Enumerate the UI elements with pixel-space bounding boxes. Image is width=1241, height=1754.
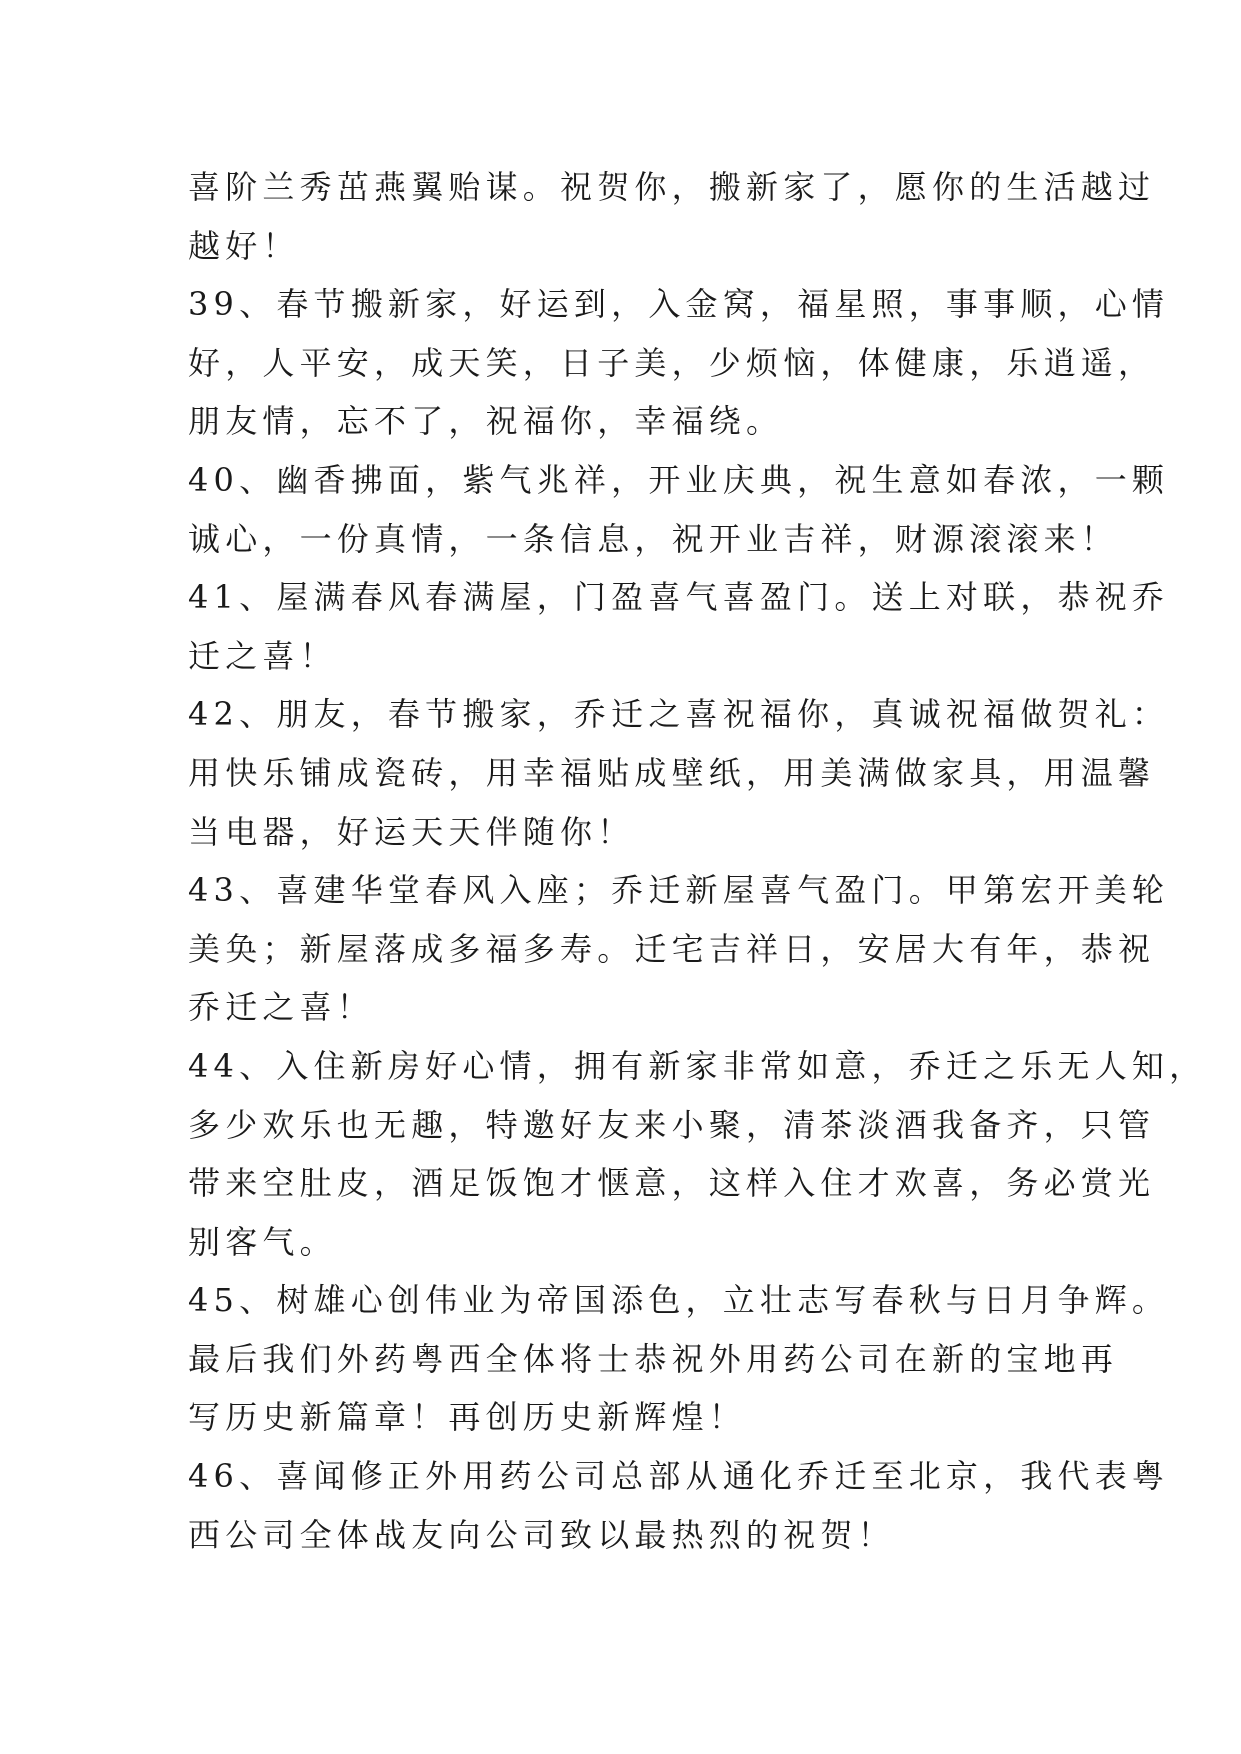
text-line: 迁之喜！ — [188, 636, 337, 675]
text-line: 越好！ — [188, 226, 300, 265]
text-line: 喜阶兰秀茁燕翼贻谋。祝贺你，搬新家了，愿你的生活越过 — [188, 168, 1156, 206]
text-line: 最后我们外药粤西全体将士恭祝外用药公司在新的宝地再 — [188, 1339, 1119, 1378]
text-line: 西公司全体战友向公司致以最热烈的祝贺！ — [188, 1515, 895, 1554]
text-line: 39、春节搬新家，好运到，入金窝，福星照，事事顺，心情 — [188, 285, 1170, 324]
text-line: 用快乐铺成瓷砖，用幸福贴成壁纸，用美满做家具，用温馨 — [188, 753, 1156, 792]
text-line: 好，人平安，成天笑，日子美，少烦恼，体健康，乐逍遥， — [188, 343, 1156, 382]
text-line: 乔迁之喜！ — [188, 988, 375, 1027]
document-body — [188, 158, 1207, 1564]
text-line: 当电器，好运天天伴随你！ — [188, 812, 635, 851]
text-line: 美奂；新屋落成多福多寿。迁宅吉祥日，安居大有年，恭祝 — [188, 929, 1156, 968]
text-line: 诚心，一份真情，一条信息，祝开业吉祥，财源滚滚来！ — [188, 519, 1119, 558]
text-line: 别客气。 — [188, 1222, 337, 1261]
text-line: 多少欢乐也无趣，特邀好友来小聚，清茶淡酒我备齐，只管 — [188, 1105, 1156, 1144]
text-line: 写历史新篇章！再创历史新辉煌！ — [188, 1398, 747, 1437]
text-line: 带来空肚皮，酒足饭饱才惬意，这样入住才欢喜，务必赏光 — [188, 1164, 1156, 1203]
text-line: 42、朋友，春节搬家，乔迁之喜祝福你，真诚祝福做贺礼： — [188, 695, 1170, 734]
text-line: 40、幽香拂面，紫气兆祥，开业庆典，祝生意如春浓，一颗 — [188, 460, 1170, 499]
text-line: 46、喜闻修正外用药公司总部从通化乔迁至北京，我代表粤 — [188, 1457, 1170, 1496]
text-line: 44、入住新房好心情，拥有新家非常如意，乔迁之乐无人知， — [188, 1046, 1207, 1085]
text-line: 43、喜建华堂春风入座；乔迁新屋喜气盈门。甲第宏开美轮 — [188, 871, 1170, 910]
text-line: 41、屋满春风春满屋，门盈喜气喜盈门。送上对联，恭祝乔 — [188, 578, 1170, 617]
text-line: 45、树雄心创伟业为帝国添色，立壮志写春秋与日月争辉。 — [188, 1281, 1170, 1320]
text-line: 朋友情，忘不了，祝福你，幸福绕。 — [188, 402, 784, 441]
